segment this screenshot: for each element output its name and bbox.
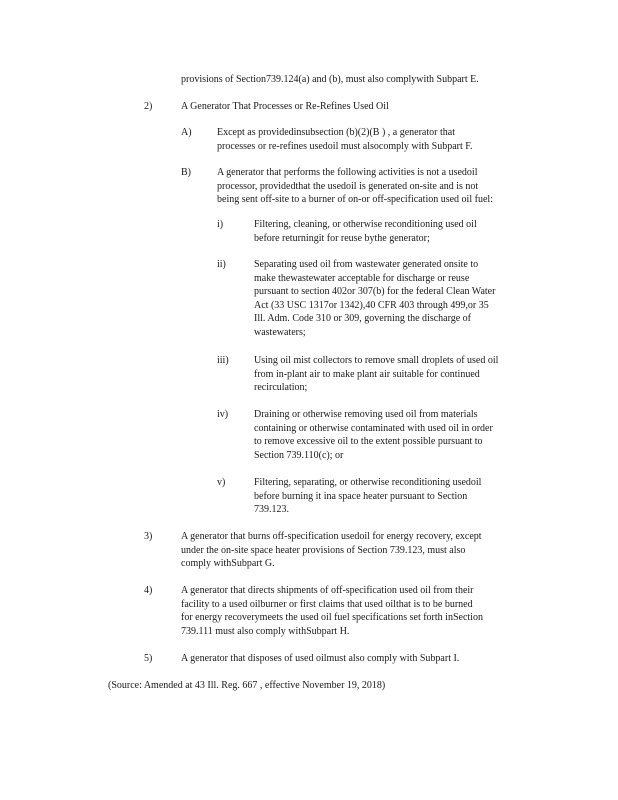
- subitem-ii-line: make thewastewater acceptable for discharge or reuse: [254, 272, 470, 284]
- source-note: (Source: Amended at 43 Ill. Reg. 667 , effective November 19, 2018): [108, 680, 386, 691]
- item-2a-label: A): [181, 127, 192, 138]
- subitem-ii-line: pursuant to section 402or 307(b) for the federal Clean Water: [254, 286, 496, 297]
- subitem-ii-label: ii): [217, 259, 226, 270]
- item-2a-line: Except as providedinsubsection (b)(2)(B ) , a generator that: [217, 127, 455, 138]
- subitem-iii-text: [254, 354, 498, 395]
- subitem-v-text: [254, 476, 481, 517]
- subitem-v-label: v): [217, 477, 226, 488]
- item-4-line: for energy recoverymeets the used oil fuel specifications set forth inSection: [181, 612, 483, 623]
- subitem-i-label: i): [217, 219, 224, 230]
- subitem-iv-text: [254, 408, 493, 462]
- subitem-iii-line: from in-plant air to make plant air suitable for continued: [254, 368, 480, 380]
- item-2b-text: [217, 166, 493, 207]
- subitem-iv-line: Section 739.110(c); or: [254, 449, 344, 461]
- subitem-ii-line: Separating used oil from wastewater generated onsite to: [254, 259, 479, 270]
- item-4-text: [181, 584, 483, 638]
- item-3-line: comply withSubpart G.: [181, 558, 275, 569]
- item-3-text: [181, 530, 482, 571]
- subitem-ii-text: [254, 258, 495, 339]
- subitem-iv-line: Draining or otherwise removing used oil from materials: [254, 409, 478, 420]
- item-4-number: 4): [144, 585, 153, 596]
- item-2a-line: processes or re-refines usedoil must alsocomply with Subpart F.: [217, 140, 473, 152]
- item-2b-line: being sent off-site to a burner of on-or off-specification used oil fuel:: [217, 194, 493, 205]
- subitem-iii-line: recirculation;: [254, 382, 308, 393]
- item-2b-line: processor, providedthat the usedoil is generated on-site and is not: [217, 180, 479, 192]
- subitem-iii-line: Using oil mist collectors to remove small droplets of used oil: [254, 355, 499, 366]
- item-5-text: A generator that disposes of used oilmust also comply with Subpart I.: [181, 653, 460, 664]
- item-2b-line: A generator that performs the following activities is not a usedoil: [217, 167, 478, 178]
- subitem-iv-label: iv): [217, 409, 229, 420]
- subitem-i-text: [254, 218, 477, 245]
- subitem-ii-line: Act (33 USC 1317or 1342),40 CFR 403 through 499,or 35: [254, 299, 489, 311]
- item-4-line: 739.111 must also comply withSubpart H.: [181, 625, 350, 637]
- item-4-line: A generator that directs shipments of off-specification used oil from their: [181, 585, 474, 596]
- subitem-i-line: before returningit for reuse bythe generator;: [254, 232, 430, 244]
- item-2-number: 2): [144, 101, 153, 112]
- item-5-number: 5): [144, 653, 153, 664]
- item-2b-label: B): [181, 167, 191, 178]
- subitem-ii-line: wastewaters;: [254, 326, 306, 338]
- item-2a-text: [217, 126, 473, 153]
- item-3-number: 3): [144, 531, 153, 542]
- subitem-v-line: Filtering, separating, or otherwise reconditioning usedoil: [254, 477, 482, 488]
- subitem-i-line: Filtering, cleaning, or otherwise reconditioning used oil: [254, 219, 477, 230]
- item-2-heading: A Generator That Processes or Re-Refines Used Oil: [181, 101, 389, 112]
- intro-line: provisions of Section739.124(a) and (b), must also complywith Subpart E.: [181, 74, 479, 85]
- item-4-line: facility to a used oilburner or first claims that used oilthat is to be burned: [181, 598, 473, 610]
- subitem-iv-line: containing or otherwise contaminated with used oil in order: [254, 422, 493, 434]
- subitem-ii-line: Ill. Adm. Code 310 or 309, governing the discharge of: [254, 313, 472, 324]
- subitem-v-line: before burning it ina space heater pursuant to Section: [254, 490, 468, 502]
- subitem-iv-line: to remove excessive oil to the extent possible pursuant to: [254, 436, 483, 447]
- item-3-line: under the on-site space heater provisions of Section 739.123, must also: [181, 544, 466, 556]
- item-3-line: A generator that burns off-specification usedoil for energy recovery, except: [181, 531, 482, 542]
- subitem-iii-label: iii): [217, 355, 229, 366]
- subitem-v-line: 739.123.: [254, 504, 289, 515]
